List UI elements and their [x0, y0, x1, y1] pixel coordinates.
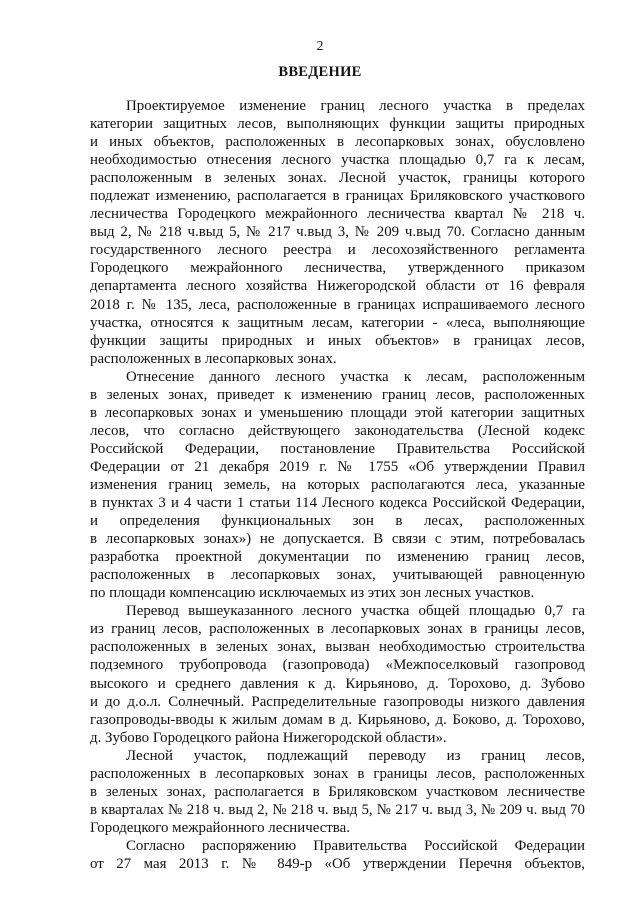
paragraph-line: расположенным в зеленых зонах. Лесной участок, границы которого [90, 170, 585, 187]
paragraph-line: в лесопарковых зонах») не допускается. В связи с этим, потребовалась [90, 531, 585, 548]
paragraph-line: расположенных в лесопарковых зонах в границы лесов, расположенных [90, 765, 585, 782]
paragraph-line: и иных объектов, расположенных в лесопарковых зонах, обусловлено [90, 134, 585, 151]
paragraph-line: Российской Федерации, постановление Правительства Российской [90, 440, 585, 457]
paragraph [90, 747, 585, 837]
paragraph-line: из границ лесов, расположенных в лесопарковых зонах в границы лесов, [90, 621, 585, 638]
paragraph-line: подземного трубопровода (газопровода) «Межпоселковый газопровод [90, 657, 585, 674]
paragraph-line: Городецкого межрайонного лесничества, утвержденного приказом [90, 260, 585, 277]
paragraph-line: изменения границ земель, на которых располагаются леса, указанные [90, 476, 585, 493]
paragraph-line: расположенных в лесопарковых зонах. [90, 350, 337, 367]
section-heading: ВВЕДЕНИЕ [278, 64, 362, 80]
paragraph-line: и до д.о.л. Солнечный. Распределительные газопроводы низкого давления [90, 693, 585, 710]
paragraph [90, 837, 585, 873]
paragraph-line: по площади компенсацию исключаемых из этих зон лесных участков. [90, 585, 535, 602]
paragraph-line: и определения функциональных зон в лесах, расположенных [90, 513, 585, 530]
paragraph-line: в кварталах № 218 ч. выд 2, № 218 ч. выд 5, № 217 ч. выд 3, № 209 ч. выд 70 [90, 801, 585, 818]
paragraph-line: Лесной участок, подлежащий переводу из границ лесов, [126, 747, 585, 764]
paragraph-line: разработка проектной документации по изменению границ лесов, [90, 549, 585, 566]
paragraph-line: лесов, что согласно действующего законодательства (Лесной кодекс [90, 422, 585, 439]
paragraph-line: выд 2, № 218 ч.выд 5, № 217 ч.выд 3, № 209 ч.выд 70. Согласно данным [90, 224, 585, 241]
paragraph-line: необходимостью отнесения лесного участка площадью 0,7 га к лесам, [90, 152, 585, 169]
paragraph-line: подлежат изменению, располагается в границах Бриляковского участкового [90, 188, 585, 205]
paragraph-line: в зеленых зонах, приведет к изменению границ лесов, расположенных [90, 386, 585, 403]
paragraph-line: Согласно распоряжению Правительства Российской Федерации [126, 837, 585, 854]
paragraph [90, 97, 585, 368]
body-text [90, 97, 585, 873]
paragraph-line: участка, относятся к защитным лесам, категории - «леса, выполняющие [90, 314, 585, 331]
paragraph-line: Городецкого межрайонного лесничества. [90, 819, 350, 836]
page-number: 2 [316, 38, 324, 53]
paragraph-line: расположенных в зеленых зонах, вызван необходимостью строительства [90, 639, 585, 656]
paragraph-line: Отнесение данного лесного участка к лесам, расположенным [126, 368, 585, 385]
paragraph-line: категории защитных лесов, выполняющих функции защиты природных [90, 116, 585, 133]
paragraph-line: от 27 мая 2013 г. № 849-р «Об утверждении Перечня объектов, [90, 855, 585, 872]
paragraph-line: функции защиты природных и иных объектов» в границах лесов, [90, 332, 585, 349]
paragraph-line: расположенных в лесопарковых зонах, учитывающей равноценную [90, 567, 585, 584]
paragraph [90, 368, 585, 603]
paragraph-line: государственного лесного реестра и лесохозяйственного регламента [90, 242, 585, 259]
paragraph-line: Перевод вышеуказанного лесного участка общей площадью 0,7 га [126, 603, 585, 620]
paragraph-line: лесничества Городецкого межрайонного лесничества квартал № 218 ч. [90, 206, 585, 223]
paragraph-line: газопроводы-вводы к жилым домам в д. Кирьяново, д. Боково, д. Торохово, [90, 711, 585, 728]
paragraph-line: в зеленых зонах, располагается в Бриляковском участковом лесничестве [90, 783, 585, 800]
paragraph-line: 2018 г. № 135, леса, расположенные в границах испрашиваемого лесного [90, 296, 585, 313]
paragraph-line: в пунктах 3 и 4 части 1 статьи 114 Лесного кодекса Российской Федерации, [90, 495, 585, 512]
paragraph-line: департамента лесного хозяйства Нижегородской области от 16 февраля [90, 278, 585, 295]
paragraph-line: в лесопарковых зонах и уменьшению площади этой категории защитных [90, 404, 585, 421]
paragraph-line: Проектируемое изменение границ лесного участка в пределах [126, 98, 585, 114]
paragraph [90, 602, 585, 746]
paragraph-line: высокого и среднего давления к д. Кирьяново, д. Торохово, д. Зубово [90, 675, 585, 692]
paragraph-line: Федерации от 21 декабря 2019 г. № 1755 «Об утверждении Правил [90, 458, 585, 475]
paragraph-line: д. Зубово Городецкого района Нижегородской области». [90, 729, 447, 746]
